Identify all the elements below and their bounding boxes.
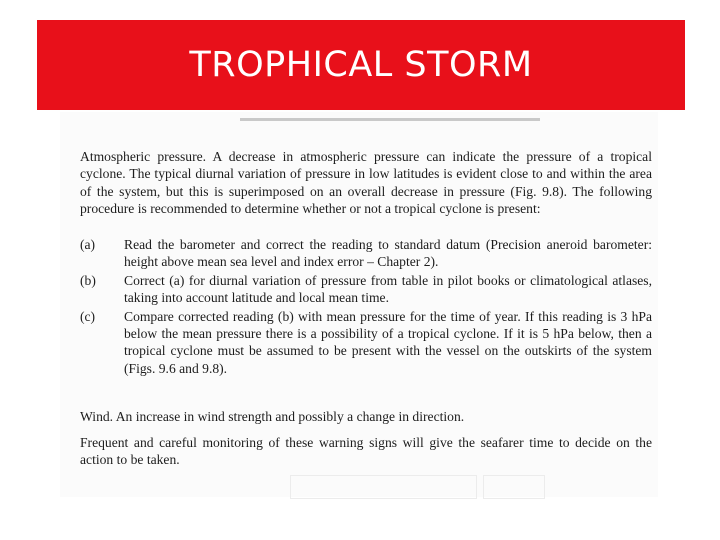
list-marker: (b) [80, 272, 96, 288]
list-item-text: Read the barometer and correct the reading to standard datum (Precision aneroid barometer: height above mean sea level and index error – Chapter 2). [124, 237, 652, 270]
list-item [80, 236, 652, 271]
list-item [80, 272, 652, 307]
list-marker: (c) [80, 308, 96, 324]
list-item [80, 308, 652, 378]
list-item-text: Correct (a) for diurnal variation of pressure from table in pilot books or climatological atlases, taking into account latitude and local mean time. [124, 272, 652, 306]
faint-table-cell [290, 475, 477, 499]
title-banner [37, 20, 685, 110]
scanned-page [60, 112, 658, 497]
slide-title: TROPHICAL STORM [189, 45, 533, 85]
faint-table-cell [483, 475, 545, 499]
cropped-header-line [240, 118, 540, 121]
procedure-list [80, 236, 652, 378]
list-item-text: Compare corrected reading (b) with mean pressure for the time of year. If this reading is 3 hPa below the mean pressure there is a possibility of a tropical cyclone. If it is 5 hPa below, then a tropical cyclone must be assumed to be present with the vessel on the outskirts of the system (Figs. 9.6 and 9.8). [124, 308, 652, 376]
atmospheric-pressure-paragraph: Atmospheric pressure. A decrease in atmospheric pressure can indicate the pressure of a tropical cyclone. The typical diurnal variation of pressure in low latitudes is evident close to and within the area of the system, but this is superimposed on an overall decrease in pressure (Fig. 9.8). The following procedure is recommended to determine whether or not a tropical cyclone is present: [80, 149, 652, 217]
list-marker: (a) [80, 237, 96, 252]
wind-paragraph: Wind. An increase in wind strength and possibly a change in direction. [80, 409, 465, 424]
closing-paragraph: Frequent and careful monitoring of these warning signs will give the seafarer time to decide on the action to be taken. [80, 435, 652, 468]
